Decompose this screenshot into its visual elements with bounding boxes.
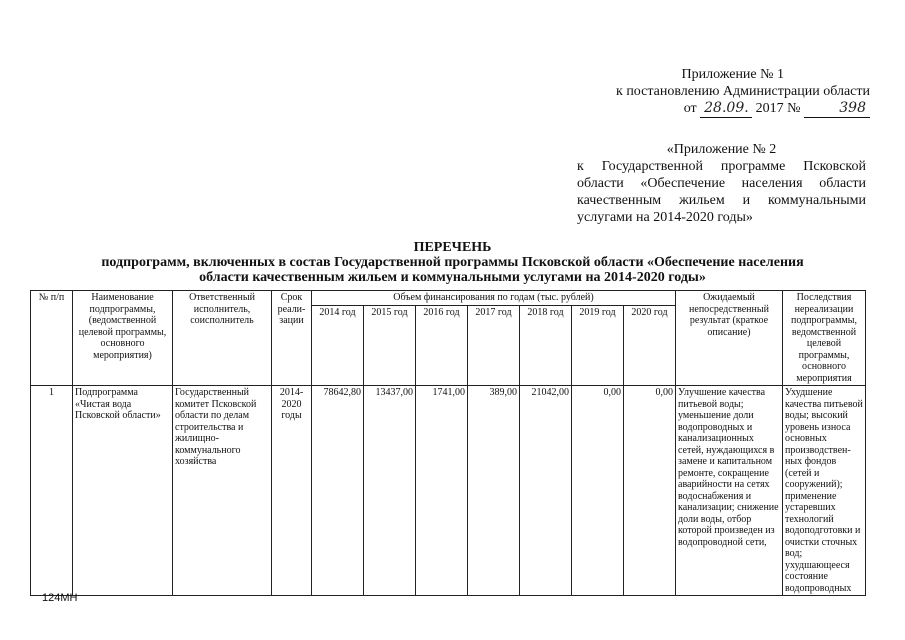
appendix-2-title: «Приложение № 2 xyxy=(666,142,777,157)
handwritten-number: 398 xyxy=(804,100,870,118)
row-value-2019: 0,00 xyxy=(572,386,624,596)
subprograms-table xyxy=(30,290,866,596)
row-executor: Государственный комитет Псковской области по делам строительства и жилищно-коммунального хозяйства xyxy=(173,386,272,596)
header-year: 2020 год xyxy=(624,305,676,386)
table-row xyxy=(31,386,866,596)
row-value-2016: 1741,00 xyxy=(416,386,468,596)
year-text: 2017 № xyxy=(755,101,801,116)
header-term: Срок реали-зации xyxy=(272,291,312,386)
appendix-2-body: к Государственной программе Псковской области «Обеспечение населения области качественным жильем и коммунальными услугами на 2014-2020 годы» xyxy=(577,159,866,225)
header-year: 2018 год xyxy=(520,305,572,386)
row-value-2014: 78642,80 xyxy=(312,386,364,596)
appendix-1-date-line xyxy=(580,100,870,118)
row-name: Подпрограмма «Чистая вода Псковской области» xyxy=(73,386,173,596)
row-consequences: Ухудшение качества питьевой воды; высокий уровень износа основных производствен-ных фондов (сетей и сооружений); применение устаревших технологий водоподготовки и очистки сточных вод; ухудшающееся состояние водопроводных xyxy=(783,386,866,596)
header-year: 2015 год xyxy=(364,305,416,386)
header-year: 2017 год xyxy=(468,305,520,386)
header-executor: Ответственный исполнитель, соисполнитель xyxy=(173,291,272,386)
appendix-2-header xyxy=(577,141,866,226)
row-value-2020: 0,00 xyxy=(624,386,676,596)
header-year: 2016 год xyxy=(416,305,468,386)
row-term: 2014-2020 годы xyxy=(272,386,312,596)
footer-code: 124МН xyxy=(42,592,78,604)
header-name: Наименование подпрограммы, (ведомственной целевой программы, основного мероприятия) xyxy=(73,291,173,386)
title-line-2: области качественным жильем и коммунальными услугами на 2014-2020 годы» xyxy=(199,270,706,285)
appendix-1-subtitle: к постановлению Администрации области xyxy=(616,84,870,99)
header-consequences: Последствия нереализации подпрограммы, ведомственной целевой программы, основного мероприятия xyxy=(783,291,866,386)
header-num: № п/п xyxy=(31,291,73,386)
row-value-2015: 13437,00 xyxy=(364,386,416,596)
header-funding: Объем финансирования по годам (тыс. рублей) xyxy=(312,291,676,306)
row-num: 1 xyxy=(31,386,73,596)
row-value-2017: 389,00 xyxy=(468,386,520,596)
header-year: 2014 год xyxy=(312,305,364,386)
row-value-2018: 21042,00 xyxy=(520,386,572,596)
row-result: Улучшение качества питьевой воды; уменьшение доли водопроводных и канализационных сетей, нуждающихся в замене и капитальном ремонте, сокращение аварийности на сетях водоснабжения и канализации; снижение доли воды, отбор которой произведен из водопроводной сети, xyxy=(676,386,783,596)
date-prefix: от xyxy=(683,101,697,116)
document-title xyxy=(20,240,885,285)
handwritten-date: 28.09. xyxy=(700,100,752,118)
title-heading: ПЕРЕЧЕНЬ xyxy=(413,240,492,255)
header-result: Ожидаемый непосредственный результат (краткое описание) xyxy=(676,291,783,386)
appendix-1-title: Приложение № 1 xyxy=(681,67,784,82)
header-year: 2019 год xyxy=(572,305,624,386)
title-line-1: подпрограмм, включенных в состав Государственной программы Псковской области «Обеспечение населения xyxy=(101,255,804,270)
appendix-1-header xyxy=(580,66,870,118)
